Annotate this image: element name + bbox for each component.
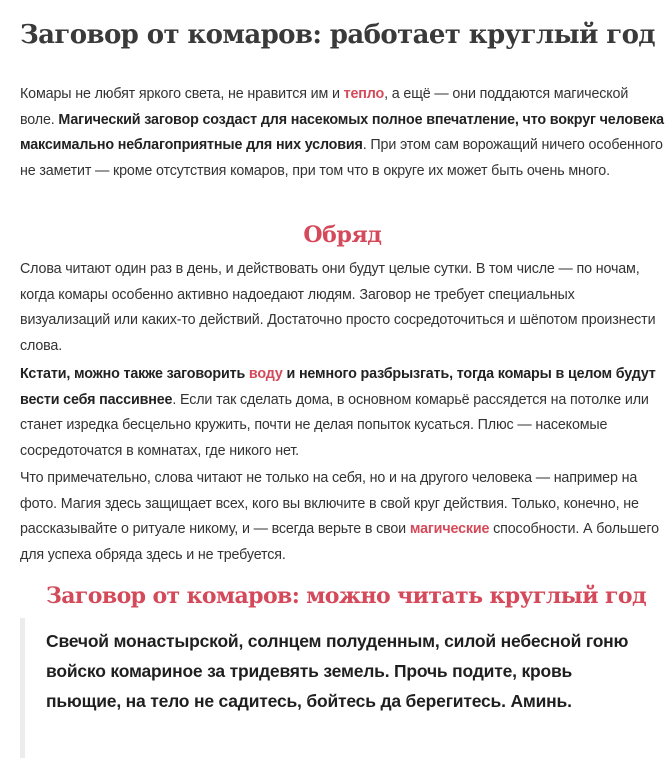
intro-bold: Магический заговор создаст для насекомых полное впечатление, что вокруг человека максимально неблагоприятные для них условия xyxy=(20,111,664,153)
quote-heading: Заговор от комаров: можно читать круглый год xyxy=(46,583,647,609)
link-vodu[interactable]: воду xyxy=(248,366,283,382)
photo-text-2: способности. А большего для успеха обряда здесь и не требуется. xyxy=(20,521,659,563)
water-bold-2: и немного разбрызгать, тогда комары в целом будут вести себя пассивнее xyxy=(20,366,656,408)
article-title: Заговор от комаров: работает круглый год xyxy=(20,20,656,50)
spell-text: Свечой монастырской, солнцем полуденным, силой небесной гоню войско комариное за тридевять земель. Прочь подите, кровь пьющие, на тело не садитесь, бойтесь да берегитесь. Аминь. xyxy=(46,631,629,711)
paragraph-photo xyxy=(20,466,665,568)
intro-text-2: , а ещё — они поддаются магической воле. xyxy=(20,86,629,128)
link-teplo[interactable]: тепло xyxy=(343,86,385,102)
spell-blockquote xyxy=(20,618,665,758)
intro-text-3: . При этом сам ворожащий ничего особенного не заметит — кроме отсутствия комаров, при том что в округе их может быть очень много. xyxy=(20,137,663,179)
water-bold-1: Кстати, можно также заговорить xyxy=(20,366,249,382)
photo-text-1: Что примечательно, слова читают не только на себя, но и на другого человека — например на фото. Магия здесь защищает всех, кого вы включите в свой круг действия. Только, конечно, не рассказывайте о ритуале никому, и — всегда верьте в свои xyxy=(20,470,639,537)
link-magicheskie[interactable]: магические xyxy=(409,521,490,537)
water-text: . Если так сделать дома, в основном комарьё рассядется на потолке или станет изредка бесцельно кружить, почти не делая попыток кусаться. Плюс — насекомые сосредоточатся в комнатах, где никого нет. xyxy=(20,391,649,459)
section-heading-obryad: Обряд xyxy=(303,222,382,248)
intro-paragraph xyxy=(20,82,665,184)
paragraph-water xyxy=(20,362,665,464)
paragraph-ritual: Слова читают один раз в день, и действовать они будут целые сутки. В том числе — по ночам, когда комары особенно активно надоедают людям. Заговор не требует специальных визуализаций или каких-то действий. Достаточно просто сосредоточиться и шёпотом произнести слова. xyxy=(20,261,656,354)
intro-text-1: Комары не любят яркого света, не нравится им и xyxy=(20,86,344,102)
